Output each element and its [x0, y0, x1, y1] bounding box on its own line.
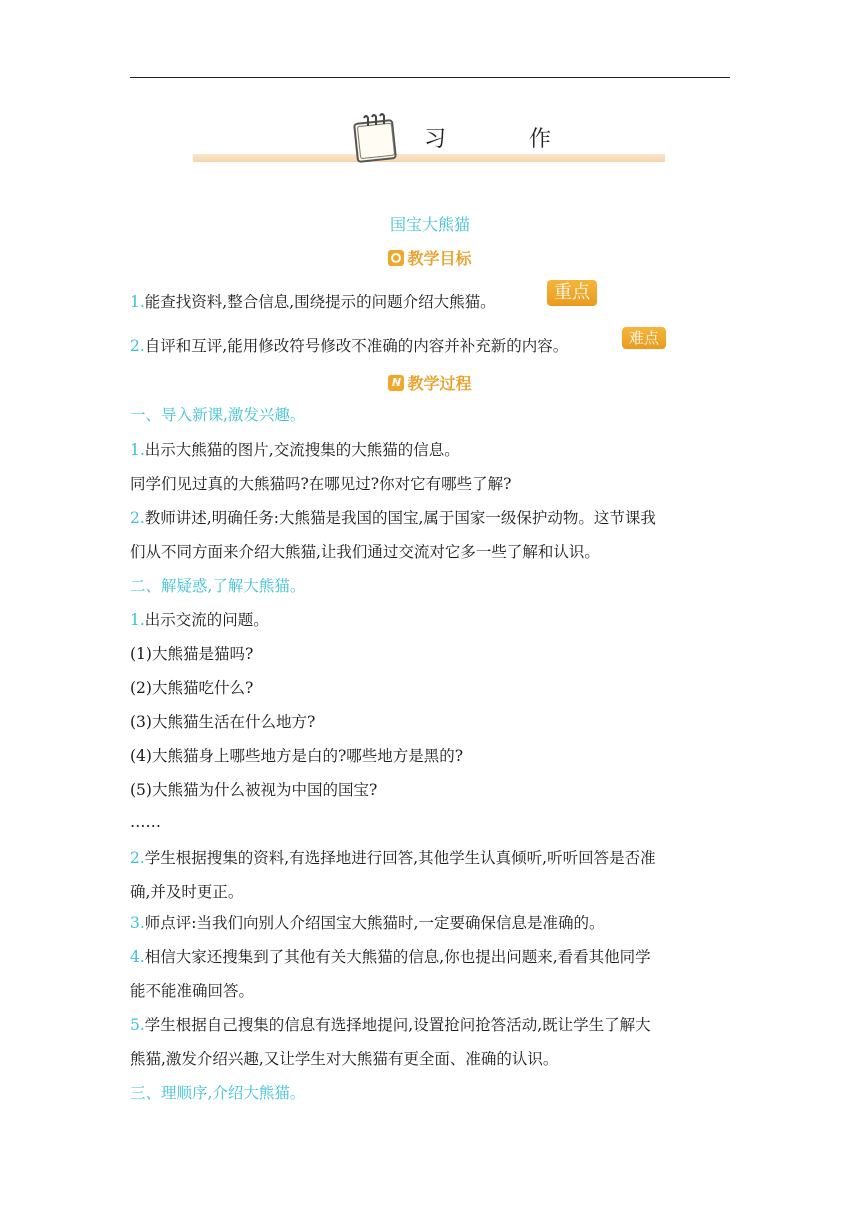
step-item	[130, 1015, 730, 1035]
chapter-title: 习 作	[424, 127, 589, 152]
step-text: 学生根据搜集的资料,有选择地进行回答,其他学生认真倾听,听听回答是否准	[144, 849, 656, 867]
top-rule	[130, 77, 730, 78]
question-item: (5)大熊猫为什么被视为中国的国宝?	[130, 781, 378, 799]
step-item	[130, 848, 730, 868]
target-icon	[388, 250, 404, 266]
step-number: 2.	[130, 849, 145, 867]
part2-title: 二、解疑惑,了解大熊猫。	[130, 577, 306, 595]
process-heading-label: 教学过程	[407, 374, 472, 393]
question-item: (3)大熊猫生活在什么地方?	[130, 713, 316, 731]
step-item	[130, 508, 730, 528]
difficulty-badge: 难点	[622, 327, 666, 349]
step-item	[130, 913, 730, 933]
step-text-cont: 确,并及时更正。	[130, 883, 244, 901]
step-number: 5.	[130, 1016, 145, 1034]
step-number: 3.	[130, 914, 145, 932]
goal-number: 1.	[130, 293, 145, 311]
step-number: 2.	[130, 509, 145, 527]
step-text: 教师讲述,明确任务:大熊猫是我国的国宝,属于国家一级保护动物。这节课我	[144, 509, 656, 527]
step-text-cont: 们从不同方面来介绍大熊猫,让我们通过交流对它多一些了解和认识。	[130, 543, 600, 561]
goal-text: 能查找资料,整合信息,围绕提示的问题介绍大熊猫。	[144, 293, 496, 311]
step-item	[130, 610, 730, 630]
key-point-badge: 重点	[547, 280, 597, 306]
step-text: 师点评:当我们向别人介绍国宝大熊猫时,一定要确保信息是准确的。	[144, 914, 605, 932]
question-item: (4)大熊猫身上哪些地方是白的?哪些地方是黑的?	[130, 747, 464, 765]
part1-title: 一、导入新课,激发兴趣。	[130, 406, 306, 424]
step-text: 出示大熊猫的图片,交流搜集的大熊猫的信息。	[144, 441, 460, 459]
process-heading	[0, 371, 860, 394]
process-icon	[388, 375, 404, 391]
step-number: 1.	[130, 611, 145, 629]
step-text-cont: 熊猫,激发介绍兴趣,又让学生对大熊猫有更全面、准确的认识。	[130, 1050, 559, 1068]
step-text: 学生根据自己搜集的信息有选择地提问,设置抢问抢答活动,既让学生了解大	[144, 1016, 651, 1034]
goal-number: 2.	[130, 337, 145, 355]
step-item	[130, 947, 730, 967]
goals-heading-label: 教学目标	[407, 249, 472, 268]
step-number: 1.	[130, 441, 145, 459]
ellipsis: ……	[130, 813, 161, 831]
header-band	[193, 154, 665, 162]
notepad-icon	[350, 112, 402, 164]
chapter-header	[0, 108, 860, 168]
question-text: 同学们见过真的大熊猫吗?在哪见过?你对它有哪些了解?	[130, 475, 512, 493]
lesson-title: 国宝大熊猫	[389, 215, 470, 234]
part3-title: 三、理顺序,介绍大熊猫。	[130, 1084, 306, 1102]
step-text: 出示交流的问题。	[144, 611, 269, 629]
step-number: 4.	[130, 948, 145, 966]
step-text-cont: 能不能准确回答。	[130, 982, 255, 1000]
goals-heading	[0, 246, 860, 269]
step-text: 相信大家还搜集到了其他有关大熊猫的信息,你也提出问题来,看看其他同学	[144, 948, 651, 966]
goal-text: 自评和互评,能用修改符号修改不准确的内容并补充新的内容。	[144, 337, 569, 355]
goal-item	[130, 292, 730, 312]
step-item	[130, 440, 730, 460]
question-item: (2)大熊猫吃什么?	[130, 679, 254, 697]
question-item: (1)大熊猫是猫吗?	[130, 645, 254, 663]
